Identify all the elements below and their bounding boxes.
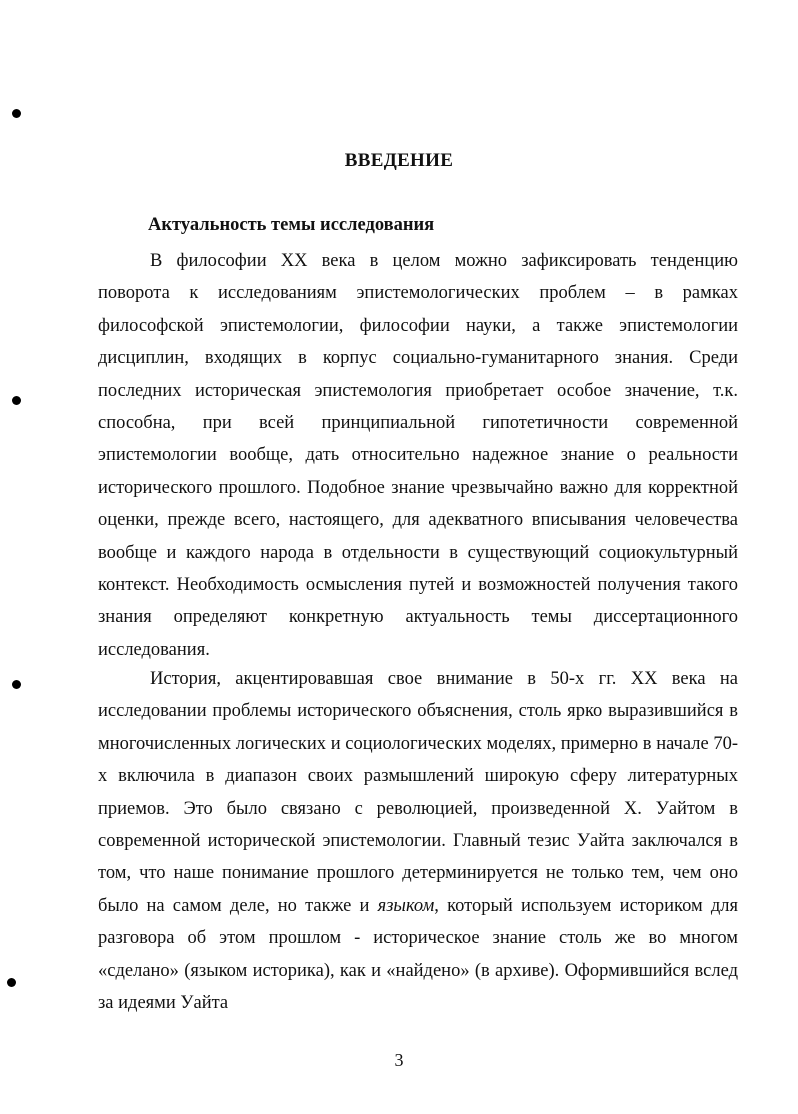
document-title: ВВЕДЕНИЕ bbox=[344, 150, 454, 171]
binding-hole-mark bbox=[12, 396, 21, 405]
paragraph-relevance: В философии XX века в целом можно зафиксировать тенденцию поворота к исследованиям эпистемологических проблем – в рамках философской эпистемологии, философии науки, а также эпистемологии дисциплин, входящих в корпус социально-гуманитарного знания. Среди последних историческая эпистемология приобретает особое значение, т.к. способна, при всей принципиальной гипотетичности современной эпистемологии вообще, дать относительно надежное знание о реальности исторического прошлого. Подобное знание чрезвычайно важно для корректной оценки, прежде всего, настоящего, для адекватного вписывания человечества вообще и каждого народа в отдельности в существующий социокультурный контекст. Необходимость осмысления путей и возможностей получения такого знания определяют конкретную актуальность темы диссертационного исследования. bbox=[98, 251, 738, 660]
paragraph-text: История, акцентировавшая свое внимание в 50-х гг. XX века на исследовании проблемы исторического объяснения, столь ярко выразившийся в многочисленных логических и социологических моделях, примерно в начале 70-х включила в диапазон своих размышлений широкую сферу литературных приемов. Это было связано с революцией, произведенной Х. Уайтом в современной исторической эпистемологии. Главный тезис Уайта заключался в том, что наше понимание прошлого детерминируется не только тем, чем оно было на самом деле, но также и bbox=[98, 669, 738, 916]
binding-hole-mark bbox=[12, 109, 21, 118]
paragraph-text: , который используем историком для разговора об этом прошлом - историческое знание столь же во многом «сделано» (языком историка), как и «найдено» (в архиве). Оформившийся вслед за идеями Уайта bbox=[98, 895, 738, 1014]
page-number: 3 bbox=[394, 1050, 404, 1070]
binding-hole-mark bbox=[7, 978, 16, 987]
paragraph-history bbox=[98, 663, 738, 1019]
emphasized-word: языком bbox=[377, 895, 435, 916]
binding-hole-mark bbox=[12, 680, 21, 689]
section-heading: Актуальность темы исследования bbox=[148, 215, 435, 235]
